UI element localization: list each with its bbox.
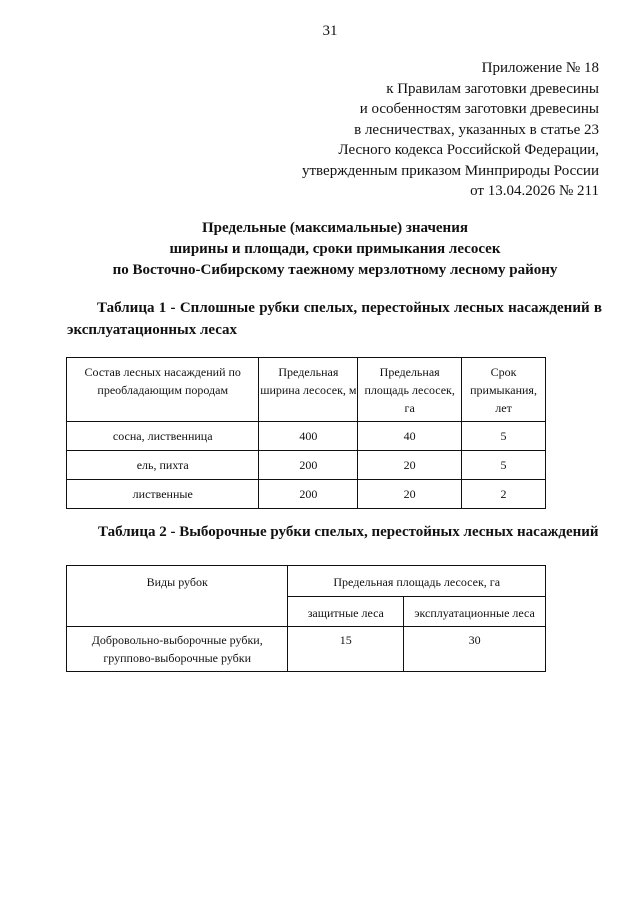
- table1-caption: Таблица 1 - Сплошные рубки спелых, перестойных лесных насаждений в эксплуатационных лесах: [67, 300, 602, 338]
- table1-header-term: Срок примыкания, лет: [462, 358, 546, 422]
- table2-header-area: Предельная площадь лесосек, га: [288, 566, 546, 597]
- table-cell: 20: [358, 480, 462, 509]
- table2-subheader-exploitation: эксплуатационные леса: [404, 597, 546, 627]
- table-cell: 2: [462, 480, 546, 509]
- table-header-row: [67, 566, 546, 597]
- appendix-line: Приложение № 18: [481, 60, 599, 76]
- table-row: [67, 627, 546, 672]
- table-cell: сосна, лиственница: [67, 422, 259, 451]
- table1-header-width: Предельная ширина лесосек, м: [259, 358, 358, 422]
- table1-header-area: Предельная площадь лесосек, га: [358, 358, 462, 422]
- table2-caption: Таблица 2 - Выборочные рубки спелых, перестойных лесных насаждений: [98, 524, 599, 540]
- document-title: [60, 218, 610, 281]
- table2-subheader-protective: защитные леса: [288, 597, 404, 627]
- title-line: ширины и площади, сроки примыкания лесосек: [169, 241, 501, 257]
- table-cell: 15: [288, 627, 404, 672]
- table-cell: 200: [259, 480, 358, 509]
- table-cell: 40: [358, 422, 462, 451]
- page-number: 31: [322, 23, 338, 39]
- table1-header-composition: Состав лесных насаждений по преобладающим породам: [67, 358, 259, 422]
- table-row: [67, 451, 546, 480]
- appendix-line: Лесного кодекса Российской Федерации,: [338, 142, 599, 158]
- table-cell: 30: [404, 627, 546, 672]
- title-line: по Восточно-Сибирскому таежному мерзлотному лесному району: [112, 262, 558, 278]
- appendix-block: [179, 58, 599, 202]
- appendix-line: утвержденным приказом Минприроды России: [302, 162, 599, 179]
- table-cell: 5: [462, 422, 546, 451]
- table-cell: ель, пихта: [67, 451, 259, 480]
- table-cell: лиственные: [67, 480, 259, 509]
- title-line: Предельные (максимальные) значения: [202, 220, 468, 236]
- table1: [66, 357, 546, 509]
- table-cell: 5: [462, 451, 546, 480]
- table-row: [67, 422, 546, 451]
- appendix-line: и особенностям заготовки древесины: [359, 101, 599, 117]
- table-cell: 400: [259, 422, 358, 451]
- appendix-line: к Правилам заготовки древесины: [386, 80, 599, 97]
- appendix-line: от 13.04.2026 № 211: [470, 183, 599, 199]
- table-cell: 20: [358, 451, 462, 480]
- table-header-row: [67, 358, 546, 422]
- table-row: [67, 480, 546, 509]
- table-cell: 200: [259, 451, 358, 480]
- table2: [66, 565, 546, 672]
- table-cell: Добровольно-выборочные рубки, групповo-выборочные рубки: [67, 627, 288, 672]
- appendix-line: в лесничествах, указанных в статье 23: [354, 121, 599, 138]
- table2-header-type: Виды рубок: [67, 566, 288, 627]
